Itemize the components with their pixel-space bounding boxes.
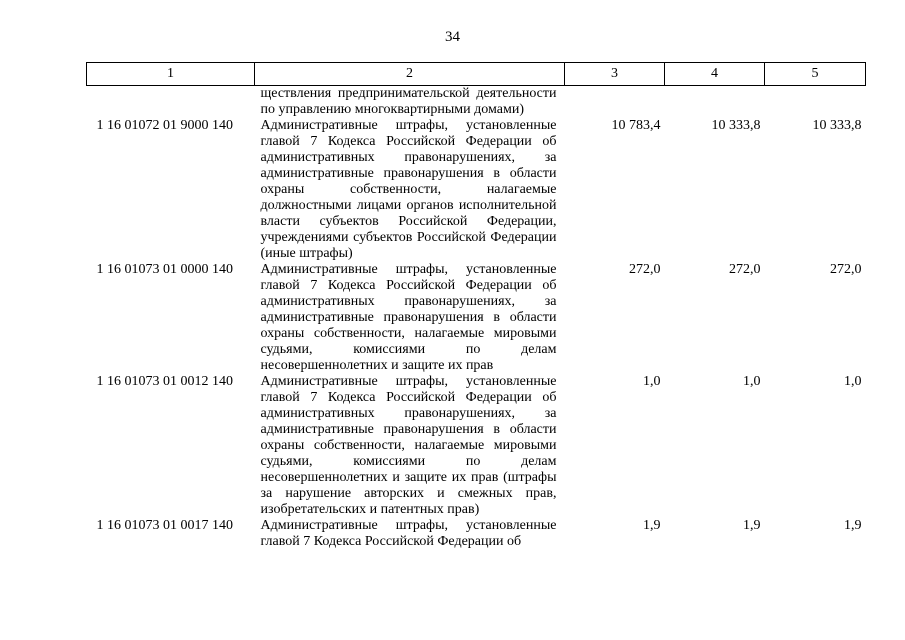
page-number: 34 (445, 29, 460, 45)
table-row (87, 518, 866, 550)
table-header (87, 63, 866, 86)
row-code: 1 16 01073 01 0012 140 (96, 374, 233, 389)
row-value-2 (665, 86, 765, 119)
row-value-2: 1,0 (743, 374, 761, 389)
row-value-2: 10 333,8 (711, 118, 761, 133)
row-description: Административные штрафы, установленные главой 7 Кодекса Российской Федерации об (260, 518, 557, 549)
row-code: 1 16 01072 01 9000 140 (96, 118, 233, 133)
row-value-3: 1,0 (844, 374, 862, 389)
row-description: ществления предпринимательской деятельности по управлению многоквартирными домами) (260, 86, 557, 117)
table-row (87, 374, 866, 518)
header-row (87, 63, 866, 86)
row-description: Административные штрафы, установленные главой 7 Кодекса Российской Федерации об административных правонарушениях, за административные правонарушения в области охраны собственности, налагаемые должностными лицами органов исполнительной власти субъектов Российской Федерации, учреждениями субъектов Российской Федерации (иные штрафы) (260, 118, 557, 261)
budget-table (86, 62, 866, 550)
row-value-3 (765, 86, 866, 119)
row-value-3: 10 333,8 (812, 118, 862, 133)
column-header-3: 3 (565, 63, 665, 86)
row-code: 1 16 01073 01 0017 140 (96, 518, 233, 533)
row-value-1: 272,0 (629, 262, 661, 277)
table-row (87, 262, 866, 374)
column-header-2: 2 (255, 63, 565, 86)
table-body (87, 86, 866, 551)
row-value-1: 1,9 (643, 518, 661, 533)
row-value-2: 1,9 (743, 518, 761, 533)
row-value-1: 1,0 (643, 374, 661, 389)
row-value-3: 272,0 (830, 262, 862, 277)
row-value-1: 10 783,4 (611, 118, 661, 133)
row-value-3: 1,9 (844, 518, 862, 533)
column-header-1: 1 (87, 63, 255, 86)
row-code: 1 16 01073 01 0000 140 (96, 262, 233, 277)
row-value-1 (565, 86, 665, 119)
table-row (87, 118, 866, 262)
row-value-2: 272,0 (729, 262, 761, 277)
row-code (87, 86, 255, 119)
column-header-5: 5 (765, 63, 866, 86)
column-header-4: 4 (665, 63, 765, 86)
row-description: Административные штрафы, установленные главой 7 Кодекса Российской Федерации об административных правонарушениях, за административные правонарушения в области охраны собственности, налагаемые мировыми судьями, комиссиями по делам несовершеннолетних и защите их прав (штрафы за нарушение авторских и смежных прав, изобретательских и патентных прав) (260, 374, 557, 517)
row-description: Административные штрафы, установленные главой 7 Кодекса Российской Федерации об административных правонарушениях, за административные правонарушения в области охраны собственности, налагаемые мировыми судьями, комиссиями по делам несовершеннолетних и защите их прав (260, 262, 557, 373)
table-row (87, 86, 866, 119)
